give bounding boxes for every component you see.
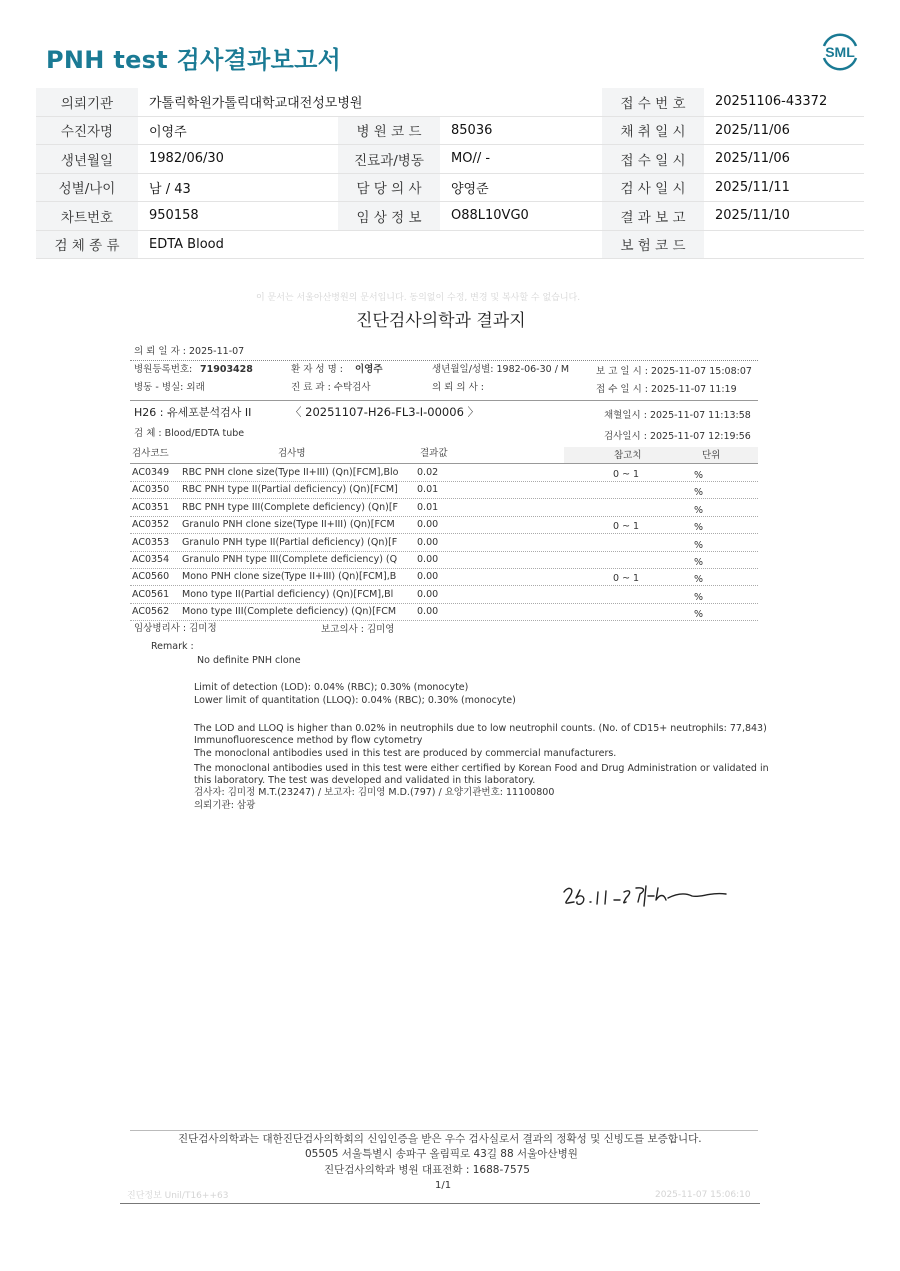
- department: 진 료 과 : 수탁검사: [291, 382, 371, 393]
- remark-line: Limit of detection (LOD): 0.04% (RBC); 0.30% (monocyte): [194, 682, 469, 693]
- receipt-time: 접 수 일 시 : 2025-11-07 11:19: [596, 384, 737, 395]
- footer-right-watermark: 2025-11-07 15:06:10: [655, 1190, 751, 1200]
- result-name: RBC PNH clone size(Type II+III) (Qn)[FCM],Blo: [182, 467, 399, 478]
- row-divider: [130, 551, 758, 552]
- col-name: 검사명: [278, 448, 306, 459]
- info-value: 이영주: [138, 116, 338, 145]
- info-label: 수진자명: [36, 116, 138, 145]
- info-value: O88L10VG0: [440, 202, 602, 231]
- info-label: 채 취 일 시: [602, 116, 704, 145]
- info-label: 접 수 번 호: [602, 88, 704, 116]
- accession-number: 〈 20251107-H26-FL3-I-00006 〉: [290, 405, 480, 419]
- requesting-doctor: 의 뢰 의 사 :: [432, 382, 484, 393]
- result-code: AC0349: [132, 467, 170, 478]
- row-divider: [130, 568, 758, 569]
- info-value: 85036: [440, 116, 602, 145]
- remark-line: 검사자: 김미정 M.T.(23247) / 보고자: 김미영 M.D.(797) / 요양기관번호: 11100800: [194, 787, 555, 798]
- page-number: 1/1: [435, 1180, 452, 1191]
- remark-line: The monoclonal antibodies used in this test are produced by commercial manufacturers.: [194, 748, 617, 759]
- row-divider: [130, 533, 758, 534]
- request-date: 의 뢰 일 자 : 2025-11-07: [134, 346, 245, 357]
- result-result: 0.01: [417, 501, 439, 513]
- result-name: RBC PNH type III(Complete deficiency) (Qn)[F: [182, 501, 398, 513]
- info-label: 의뢰기관: [36, 88, 138, 116]
- row-divider: [130, 603, 758, 604]
- result-unit: %: [694, 470, 704, 481]
- test-code: H26 : 유세포분석검사 II: [134, 406, 252, 419]
- watermark-notice: 이 문서는 서울아산병원의 문서입니다. 동의없이 수정, 변경 및 복사할 수 없습니다.: [256, 293, 581, 303]
- info-value: 남 / 43: [138, 173, 338, 202]
- result-code: AC0561: [132, 588, 170, 600]
- row-divider: [130, 620, 758, 621]
- remark-label: Remark :: [151, 641, 194, 652]
- handwritten-signature: [560, 880, 735, 920]
- result-result: 0.01: [417, 484, 439, 496]
- collect-time: 채혈일시 : 2025-11-07 11:13:58: [604, 410, 751, 421]
- info-label: 진료과/병동: [338, 145, 440, 174]
- row-divider: [130, 585, 758, 586]
- result-ref: 0 ~ 1: [613, 521, 640, 533]
- result-unit: %: [694, 504, 704, 516]
- result-ref: 0 ~ 1: [613, 469, 640, 480]
- info-label: 결 과 보 고: [602, 202, 704, 231]
- footer-line: 진단검사의학과 병원 대표전화 : 1688-7575: [324, 1164, 530, 1176]
- result-code: AC0562: [132, 606, 170, 618]
- info-value: 양영준: [440, 173, 602, 202]
- col-code: 검사코드: [132, 448, 169, 459]
- result-name: Granulo PNH type III(Complete deficiency) (Q: [182, 554, 398, 565]
- remark-line: 의뢰기관: 삼광: [194, 800, 256, 811]
- remark-line: No definite PNH clone: [197, 655, 301, 666]
- info-row: [36, 173, 864, 202]
- row-divider: [130, 481, 758, 482]
- result-unit: %: [694, 574, 704, 586]
- remark-line: Immunofluorescence method by flow cytometry: [194, 735, 423, 746]
- remark-line: The LOD and LLOQ is higher than 0.02% in neutrophils due to low neutrophil counts. (No. of CD15+ neutrophils: 77,843): [194, 723, 767, 734]
- result-result: 0.00: [417, 588, 439, 600]
- info-label: 담 당 의 사: [338, 173, 440, 202]
- result-result: 0.02: [417, 467, 439, 478]
- info-label: 보 험 코 드: [602, 230, 704, 259]
- sml-logo-icon: [818, 30, 862, 74]
- info-row: [36, 145, 864, 174]
- result-name: Mono type II(Partial deficiency) (Qn)[FCM],Bl: [182, 588, 394, 600]
- remark-line: Lower limit of quantitation (LLOQ): 0.04% (RBC); 0.30% (monocyte): [194, 695, 516, 706]
- row-divider: [130, 498, 758, 499]
- patient-label: 환 자 성 명 :: [291, 364, 343, 375]
- result-unit: %: [694, 539, 704, 551]
- info-value: 2025/11/06: [704, 116, 864, 145]
- info-label: 검 체 종 류: [36, 230, 138, 259]
- report-time: 보 고 일 시 : 2025-11-07 15:08:07: [596, 366, 752, 377]
- result-code: AC0350: [132, 484, 170, 496]
- result-name: RBC PNH type II(Partial deficiency) (Qn)[FCM]: [182, 484, 398, 496]
- patient-info-table: [36, 88, 864, 259]
- result-unit: %: [694, 487, 704, 499]
- col-result: 결과값: [420, 448, 448, 459]
- info-value: 1982/06/30: [138, 145, 338, 174]
- info-value: MO// -: [440, 145, 602, 174]
- result-result: 0.00: [417, 519, 439, 531]
- result-name: Granulo PNH clone size(Type II+III) (Qn)[FCM: [182, 519, 395, 531]
- col-unit: 단위: [702, 450, 721, 461]
- info-row: [36, 202, 864, 231]
- result-code: AC0352: [132, 519, 170, 531]
- result-unit: %: [694, 609, 704, 621]
- info-label: 성별/나이: [36, 173, 138, 202]
- info-row: [36, 88, 864, 116]
- result-result: 0.00: [417, 571, 439, 583]
- info-value: 20251106-43372: [704, 88, 864, 116]
- page-title: PNH test 검사결과보고서: [46, 46, 342, 74]
- result-result: 0.00: [417, 606, 439, 618]
- patient-name: 이영주: [355, 364, 383, 375]
- footer-line: 05505 서울특별시 송파구 올림픽로 43길 88 서울아산병원: [305, 1148, 578, 1160]
- result-code: AC0351: [132, 501, 170, 513]
- info-label: 임 상 정 보: [338, 202, 440, 231]
- ward-room: 병동 - 병실: 외래: [134, 382, 205, 393]
- result-unit: %: [694, 522, 704, 534]
- info-label: 병 원 코 드: [338, 116, 440, 145]
- info-value: 2025/11/11: [704, 173, 864, 202]
- result-code: AC0353: [132, 536, 170, 548]
- result-name: Mono type III(Complete deficiency) (Qn)[FCM: [182, 606, 397, 618]
- info-value: EDTA Blood: [138, 230, 602, 259]
- reg-label: 병원등록번호:: [134, 364, 193, 375]
- exam-time: 검사일시 : 2025-11-07 12:19:56: [604, 431, 751, 442]
- svg-text:SML: SML: [825, 44, 855, 60]
- result-unit: %: [694, 557, 704, 568]
- reporting-doctor: 보고의사 : 김미영: [321, 624, 395, 635]
- result-result: 0.00: [417, 554, 439, 565]
- col-ref: 참고치: [614, 450, 642, 461]
- specimen: 검 체 : Blood/EDTA tube: [134, 428, 245, 439]
- result-code: AC0560: [132, 571, 170, 583]
- birth-sex: 생년월일/성별: 1982-06-30 / M: [432, 364, 570, 375]
- footer-left-watermark: 진단정보 Unil/T16++63: [127, 1191, 229, 1201]
- info-row: [36, 116, 864, 145]
- result-name: Mono PNH clone size(Type II+III) (Qn)[FCM],B: [182, 571, 397, 583]
- clinical-pathologist: 임상병리사 : 김미정: [134, 623, 217, 634]
- info-label: 검 사 일 시: [602, 173, 704, 202]
- result-result: 0.00: [417, 536, 439, 548]
- report-title: 진단검사의학과 결과지: [356, 311, 526, 331]
- result-unit: %: [694, 591, 704, 603]
- info-value: 2025/11/06: [704, 145, 864, 174]
- info-label: 차트번호: [36, 202, 138, 231]
- result-name: Granulo PNH type II(Partial deficiency) (Qn)[F: [182, 536, 398, 548]
- info-label: 접 수 일 시: [602, 145, 704, 174]
- remark-line: this laboratory. The test was developed and validated in this laboratory.: [194, 775, 536, 786]
- info-value: 2025/11/10: [704, 202, 864, 231]
- info-value: 950158: [138, 202, 338, 231]
- info-label: 생년월일: [36, 145, 138, 174]
- info-row: [36, 230, 864, 259]
- result-ref: 0 ~ 1: [613, 573, 640, 585]
- info-value: [704, 230, 864, 259]
- row-divider: [130, 516, 758, 517]
- info-value: 가톨릭학원가톨릭대학교대전성모병원: [138, 88, 602, 116]
- reg-number: 71903428: [200, 364, 253, 375]
- footer-line: 진단검사의학과는 대한진단검사의학회의 신임인증을 받은 우수 검사실로서 결과의 정확성 및 신빙도를 보증합니다.: [178, 1133, 702, 1145]
- remark-line: The monoclonal antibodies used in this test were either certified by Korean Food and Drug Administration or validated in: [194, 763, 769, 774]
- result-code: AC0354: [132, 554, 170, 565]
